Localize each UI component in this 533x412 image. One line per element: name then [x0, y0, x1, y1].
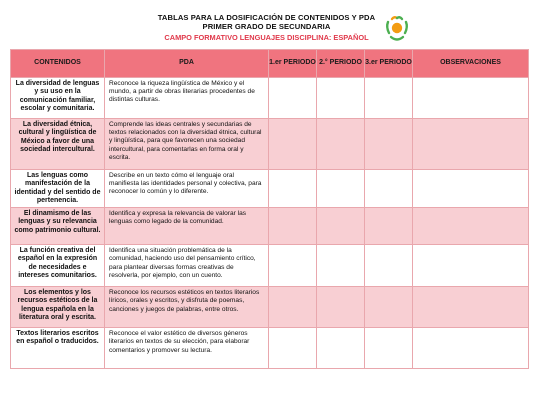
- periodo-2-cell[interactable]: [317, 208, 365, 245]
- periodo-1-cell[interactable]: [269, 287, 317, 328]
- observaciones-cell[interactable]: [413, 328, 529, 369]
- pda-cell: Comprende las ideas centrales y secundarias de textos relacionados con la diversidad étnica, cultural y lingüística, para que favorecen una sociedad intercultural, para comentarlas en forma oral y escrita.: [105, 119, 269, 170]
- pda-cell: Identifica una situación problemática de la comunidad, haciendo uso del pensamiento crítico, para plantear diversas formas creativas de resolverla, por ejemplo, con un cuento.: [105, 245, 269, 287]
- observaciones-cell[interactable]: [413, 208, 529, 245]
- periodo-2-cell[interactable]: [317, 245, 365, 287]
- periodo-1-cell[interactable]: [269, 78, 317, 119]
- contenido-cell: El dinamismo de las lenguas y su relevancia como patrimonio cultural.: [11, 208, 105, 245]
- document-title-line-2: PRIMER GRADO DE SECUNDARIA: [202, 22, 331, 31]
- table-row: [11, 287, 529, 328]
- observaciones-cell[interactable]: [413, 287, 529, 328]
- periodo-2-cell[interactable]: [317, 328, 365, 369]
- pda-cell: Identifica y expresa la relevancia de valorar las lenguas como legado de la comunidad.: [105, 208, 269, 245]
- periodo-2-cell[interactable]: [317, 170, 365, 208]
- periodo-1-cell[interactable]: [269, 328, 317, 369]
- periodo-3-cell[interactable]: [365, 78, 413, 119]
- document-title-line-1: TABLAS PARA LA DOSIFICACIÓN DE CONTENIDOS Y PDA: [157, 13, 376, 22]
- observaciones-cell[interactable]: [413, 119, 529, 170]
- table-header-row: [11, 50, 529, 78]
- pda-cell: Reconoce los recursos estéticos en textos literarios líricos, orales y escritos, y disfruta de poemas, canciones y juegos de palabras, entre otros.: [105, 287, 269, 328]
- leaf-wreath-logo-icon: [384, 14, 410, 44]
- contenido-cell: Textos literarios escritos en español o traducidos.: [11, 328, 105, 369]
- pda-cell: Describe en un texto cómo el lenguaje oral manifiesta las identidades personal y colectiva, para reconocer lo común y lo diferente.: [105, 170, 269, 208]
- column-header-periodo-1: 1.er PERIODO: [269, 50, 317, 78]
- periodo-1-cell[interactable]: [269, 170, 317, 208]
- column-header-periodo-3: 3.er PERIODO: [365, 50, 413, 78]
- contenido-cell: La diversidad étnica, cultural y lingüística de México a favor de una sociedad intercultural.: [11, 119, 105, 170]
- column-header-pda: PDA: [105, 50, 269, 78]
- periodo-1-cell[interactable]: [269, 119, 317, 170]
- document-header: [0, 13, 533, 43]
- periodo-1-cell[interactable]: [269, 208, 317, 245]
- contenido-cell: La función creativa del español en la expresión de necesidades e intereses comunitarios.: [11, 245, 105, 287]
- observaciones-cell[interactable]: [413, 245, 529, 287]
- table-row: [11, 245, 529, 287]
- pda-cell: Reconoce el valor estético de diversos géneros literarios en textos de su elección, para elaborar comentarios y promover su lectura.: [105, 328, 269, 369]
- periodo-2-cell[interactable]: [317, 287, 365, 328]
- periodo-3-cell[interactable]: [365, 328, 413, 369]
- table-row: [11, 170, 529, 208]
- periodo-3-cell[interactable]: [365, 287, 413, 328]
- periodo-1-cell[interactable]: [269, 245, 317, 287]
- table-row: [11, 208, 529, 245]
- pda-cell: Reconoce la riqueza lingüística de México y el mundo, a partir de obras literarias procedentes de distintas culturas.: [105, 78, 269, 119]
- periodo-2-cell[interactable]: [317, 78, 365, 119]
- column-header-observaciones: OBSERVACIONES: [413, 50, 529, 78]
- observaciones-cell[interactable]: [413, 170, 529, 208]
- periodo-3-cell[interactable]: [365, 208, 413, 245]
- periodo-3-cell[interactable]: [365, 119, 413, 170]
- periodo-3-cell[interactable]: [365, 170, 413, 208]
- dosificacion-table: [10, 49, 529, 369]
- periodo-3-cell[interactable]: [365, 245, 413, 287]
- document-subtitle: CAMPO FORMATIVO LENGUAJES DISCIPLINA: ESPAÑOL: [164, 33, 369, 42]
- contenido-cell: Los elementos y los recursos estéticos de la lengua española en la literatura oral y escrita.: [11, 287, 105, 328]
- column-header-periodo-2: 2.° PERIODO: [317, 50, 365, 78]
- table-row: [11, 78, 529, 119]
- column-header-contenidos: CONTENIDOS: [11, 50, 105, 78]
- contenido-cell: Las lenguas como manifestación de la identidad y del sentido de pertenencia.: [11, 170, 105, 208]
- periodo-2-cell[interactable]: [317, 119, 365, 170]
- table-row: [11, 119, 529, 170]
- table-row: [11, 328, 529, 369]
- contenido-cell: La diversidad de lenguas y su uso en la comunicación familiar, escolar y comunitaria.: [11, 78, 105, 119]
- observaciones-cell[interactable]: [413, 78, 529, 119]
